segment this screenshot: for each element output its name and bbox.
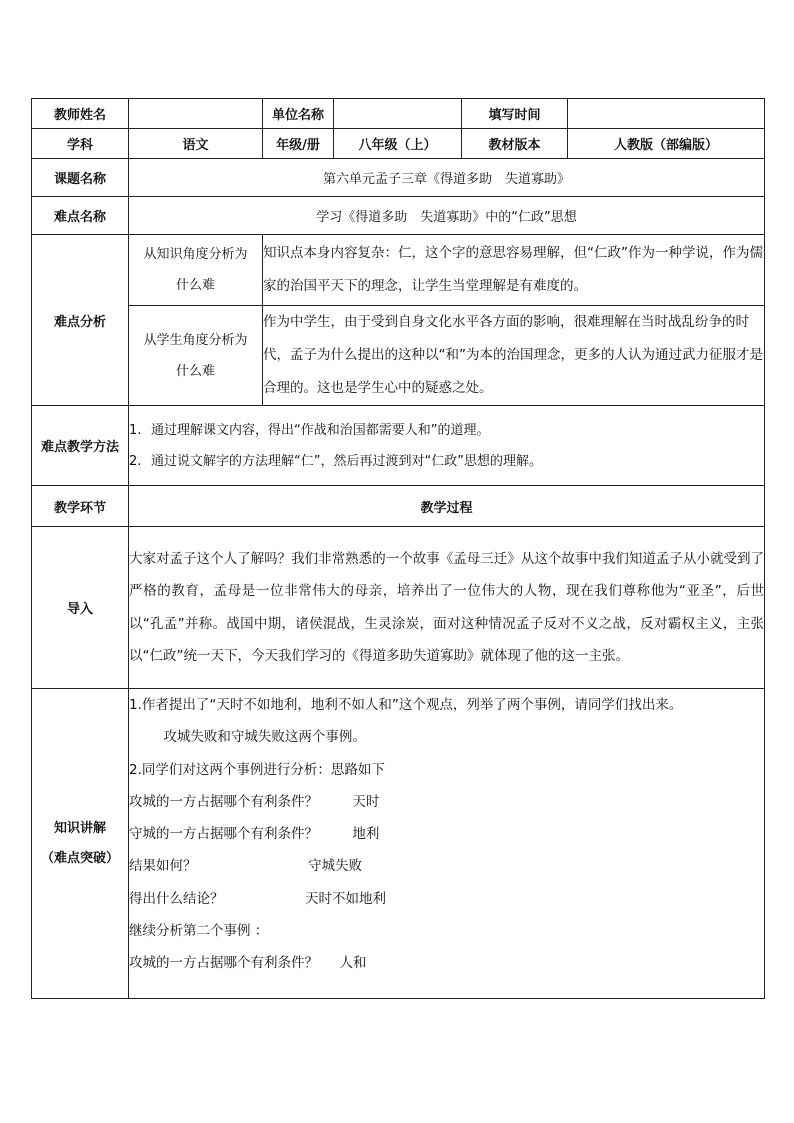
process-header: 教学过程 bbox=[129, 486, 765, 527]
knowledge-content bbox=[129, 689, 765, 999]
process-header-row bbox=[32, 486, 765, 527]
student-angle-text: 作为中学生，由于受到自身文化水平各方面的影响，很难理解在当时战乱纷争的时代，孟子为什么提出的这种以“和”为本的治国理念，更多的人认为通过武力征服才是合理的。这也是学生心中的疑惑之处。 bbox=[263, 306, 765, 406]
knowledge-line: 得出什么结论？ 天时不如地利 bbox=[129, 890, 387, 907]
knowledge-line: 继续分析第二个事例 ： bbox=[129, 923, 269, 940]
knowledge-line: 攻城的一方占据哪个有利条件？ 人和 bbox=[129, 955, 367, 972]
analysis-label: 难点分析 bbox=[32, 235, 129, 406]
difficulty-label: 难点名称 bbox=[32, 197, 129, 235]
knowledge-line: 1.作者提出了“天时不如地利，地利不如人和”这个观点，列举了两个事例，请同学们找出来。 bbox=[129, 697, 683, 713]
method-item: 1. 通过理解课文内容，得出“作战和治国都需要人和”的道理。 bbox=[129, 422, 490, 438]
knowledge-angle-text: 知识点本身内容复杂：仁，这个字的意思容易理解，但“仁政”作为一种学说，作为儒家的治国平天下的理念，让学生当堂理解是有难度的。 bbox=[263, 235, 765, 306]
intro-label: 导入 bbox=[32, 527, 129, 689]
fill-date-value bbox=[568, 99, 765, 129]
topic-label: 课题名称 bbox=[32, 159, 129, 197]
difficulty-row bbox=[32, 197, 765, 235]
knowledge-angle-label-line-1: 从知识角度分析为 bbox=[143, 247, 248, 262]
methods-label: 难点教学方法 bbox=[32, 406, 129, 486]
knowledge-label-line-1: 知识讲解 bbox=[53, 820, 106, 836]
knowledge-line: 攻城失败和守城失败这两个事例。 bbox=[129, 729, 366, 746]
edition-label: 教材版本 bbox=[462, 129, 568, 159]
grade-label: 年级/册 bbox=[263, 129, 334, 159]
subject-value: 语文 bbox=[129, 129, 263, 159]
student-angle-label-line-1: 从学生角度分析为 bbox=[143, 332, 248, 348]
knowledge-line: 攻城的一方占据哪个有利条件？ 天时 bbox=[129, 793, 380, 810]
student-angle-label bbox=[129, 306, 263, 406]
knowledge-label-line-2: （难点突破） bbox=[40, 850, 119, 866]
topic-row bbox=[32, 159, 765, 197]
difficulty-value: 学习《得道多助 失道寡助》中的“仁政”思想 bbox=[129, 197, 765, 235]
methods-list bbox=[129, 406, 765, 486]
stage-header: 教学环节 bbox=[32, 486, 129, 527]
knowledge-row bbox=[32, 689, 765, 999]
header-row-1 bbox=[32, 99, 765, 129]
grade-value: 八年级（上） bbox=[334, 129, 462, 159]
unit-name-label: 单位名称 bbox=[263, 99, 334, 129]
analysis-row-student bbox=[32, 306, 765, 406]
analysis-row-knowledge bbox=[32, 235, 765, 306]
knowledge-line: 2.同学们对这两个事例进行分析：思路如下 bbox=[129, 761, 385, 778]
subject-label: 学科 bbox=[32, 129, 129, 159]
teacher-name-label: 教师姓名 bbox=[32, 99, 129, 129]
knowledge-angle-label bbox=[129, 235, 263, 306]
methods-row bbox=[32, 406, 765, 486]
unit-name-value bbox=[334, 99, 462, 129]
intro-row bbox=[32, 527, 765, 689]
knowledge-line: 守城的一方占据哪个有利条件？ 地利 bbox=[129, 826, 380, 843]
topic-value: 第六单元孟子三章《得道多助 失道寡助》 bbox=[129, 159, 765, 197]
edition-value: 人教版（部编版） bbox=[568, 129, 765, 159]
intro-text: 大家对孟子这个人了解吗？我们非常熟悉的一个故事《孟母三迁》从这个故事中我们知道孟子从小就受到了严格的教育，孟母是一位非常伟大的母亲，培养出了一位伟大的人物，现在我们尊称他为“亚圣”，后世以“孔孟”并称。战国中期，诸侯混战，生灵涂炭，面对这种情况孟子反对不义之战，反对霸权主义，主张以“仁政”统一天下，今天我们学习的《得道多助失道寡助》就体现了他的这一主张。 bbox=[129, 527, 765, 689]
fill-date-label: 填写时间 bbox=[462, 99, 568, 129]
knowledge-label bbox=[32, 689, 129, 999]
knowledge-line: 结果如何？ 守城失败 bbox=[129, 858, 363, 875]
student-angle-label-line-2: 什么难 bbox=[175, 363, 215, 379]
knowledge-angle-label-line-2: 什么难 bbox=[175, 278, 215, 293]
header-row-2 bbox=[32, 129, 765, 159]
teacher-name-value bbox=[129, 99, 263, 129]
method-item: 2. 通过说文解字的方法理解“仁”，然后再过渡到对“仁政”思想的理解。 bbox=[129, 453, 542, 469]
lesson-plan-table bbox=[31, 98, 765, 999]
